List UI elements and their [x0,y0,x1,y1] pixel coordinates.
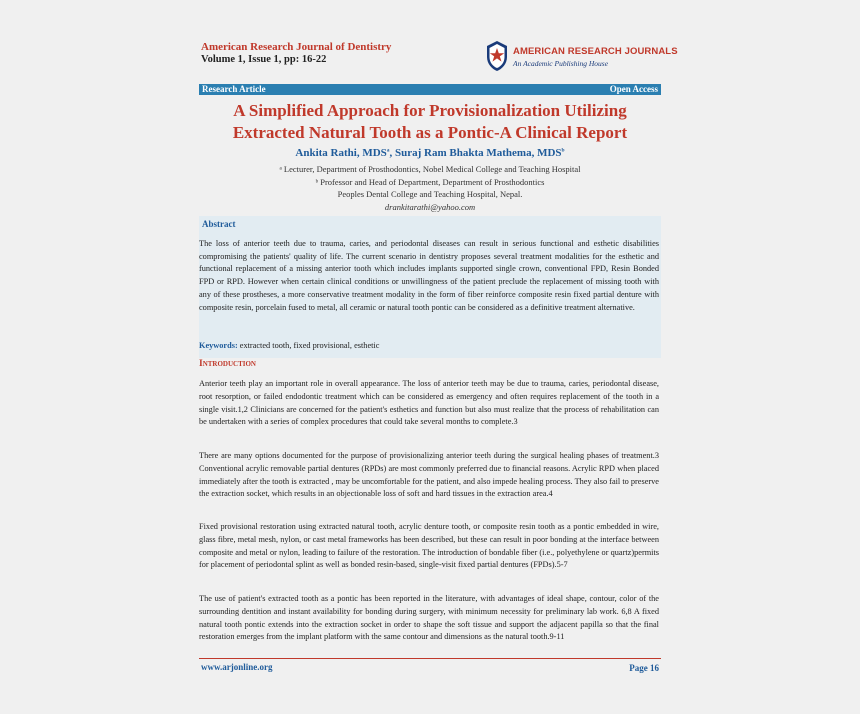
keywords-text: extracted tooth, fixed provisional, esthetic [237,341,380,350]
keywords [199,341,661,350]
journal-volume: Volume 1, Issue 1, pp: 16-22 [201,54,327,65]
introduction-heading: Introduction [199,359,256,369]
article-type: Research Article [202,84,266,94]
paragraph-2: There are many options documented for the purpose of provisionalizing anterior teeth during the surgical healing phases of treatment.3 Conventional acrylic removable partial dentures (RPDs) are most commonly preferred due to financial reasons. Acrylic RPD when placed immediately after the tooth is extracted , may be uncomfortable for the patient, and also impede healing process. They also fail to preserve the extraction socket, which results in an objectionable loss of soft and hard tissues in the extraction area.4 [199,451,659,499]
author-1: Ankita Rathi, MDS [295,147,387,159]
journal-title: American Research Journal of Dentistry [201,41,392,53]
page-number: Page 16 [629,663,659,673]
abstract-box [199,216,661,358]
publisher-logo [485,40,678,74]
paragraph-3: Fixed provisional restoration using extracted natural tooth, acrylic denture tooth, or composite resin tooth as a pontic embedded in wire, glass fibre, metal mesh, nylon, or cast metal frameworks has been described, but these can result in poor bonding at the interface between composite and metal or nylon, leading to failure of the restoration. The introduction of bondable fiber (i.e., polyethylene or quartz)permits for placement of periodontal splint as well as bonded resin-based, single-visit fixed partial dentures (FPDs).5-7 [199,522,659,570]
keywords-label: Keywords: [199,341,238,350]
title-line-1: A Simplified Approach for Provisionalization Utilizing [233,101,627,120]
affiliation-1: ᵃ Lecturer, Department of Prosthodontics, Nobel Medical College and Teaching Hospital [279,164,581,174]
star-shield-logo-icon [485,40,509,72]
author-2: , Suraj Ram Bhakta Mathema, MDS [389,147,562,159]
paragraph-4: The use of patient's extracted tooth as a pontic has been reported in the literature, with advantages of ideal shape, contour, color of the surrounding dentition and instant availability for bonding during surgery, with minimum necessity for preliminary lab work. 6,8 A fixed natural tooth pontic extends into the extraction socket in order to shape the soft tissue and support the adjacent papilla so that the final restoration emerges from the implant platform with the same contour and dimensions as the natural tooth.9-11 [199,594,659,642]
author-email: drankitarathi@yahoo.com [384,202,476,212]
title-line-2: Extracted Natural Tooth as a Pontic-A Clinical Report [232,123,628,142]
affiliation-2: ᵇ Professor and Head of Department, Department of Prosthodontics [315,177,545,187]
access-type: Open Access [609,84,658,94]
abstract-text: The loss of anterior teeth due to trauma, caries, and periodontal diseases can result in serious functional and esthetic disabilities compromising the patients' quality of life. The current scenario in dentistry proposes several treatment modalities for the esthetic and functional replacement of a missing anterior tooth which includes implants supported single crown, conventional FPD, Resin Bonded FPD or RPD. However when certain clinical conditions or unwillingness of the patient preclude the replacement of missing tooth with any of these prostheses, a more conservative treatment modality in the form of fiber reinforce composite resin fixed partial denture with composite resin, porcelain fused to metal, all ceramic or natural tooth pontic can be considered as a definitive treatment alternative. [199,239,659,312]
footer-divider [199,658,661,659]
authors [199,147,661,159]
article-page [199,38,678,678]
article-type-bar [199,84,661,95]
author-1-sup: a [386,147,390,154]
footer-url[interactable]: www.arjonline.org [201,662,273,672]
author-2-sup: b [561,147,565,154]
paragraph-1: Anterior teeth play an important role in overall appearance. The loss of anterior teeth may be due to trauma, caries, periodontal disease, root resorption, or failed endodontic treatment which can be considered as emergency and often requires replacement of the tooth in a single visit.1,2 Clinicians are concerned for the patient's esthetics and function but also must realize that the process of rehabilitation can be undertaken with a series of complex procedures that could take several months to complete.3 [199,379,659,427]
abstract-label: Abstract [202,219,236,229]
logo-name: AMERICAN RESEARCH JOURNALS [513,46,678,57]
affiliation-3: Peoples Dental College and Teaching Hospital, Nepal. [337,189,523,199]
article-title [199,100,661,144]
logo-tagline: An Academic Publishing House [513,59,609,68]
